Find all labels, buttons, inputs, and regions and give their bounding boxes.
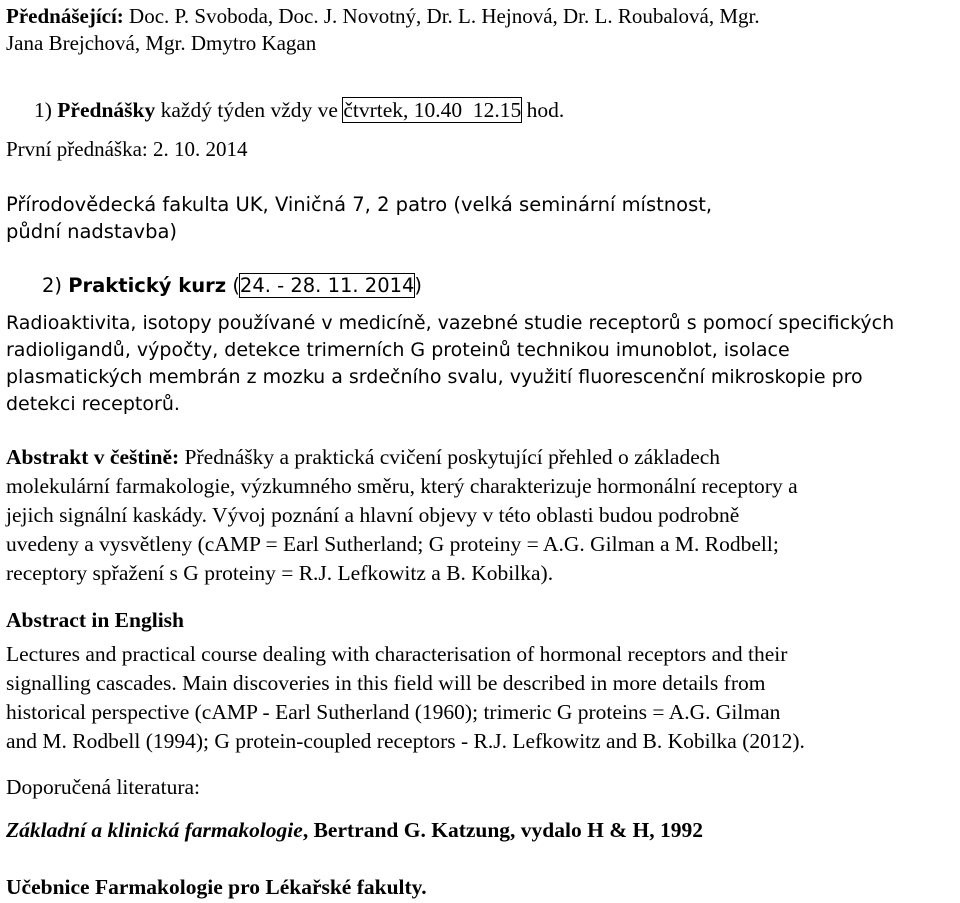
book-1-title: Základní a klinická farmakologie — [6, 818, 303, 842]
course-heading — [42, 274, 422, 297]
abstract-cz-line: uvedeny a vysvětleny (cAMP = Earl Sutherland; G proteiny = A.G. Gilman a M. Rodbell; — [6, 532, 779, 556]
literature-book-2: Učebnice Farmakologie pro Lékařské fakulty. — [6, 875, 427, 899]
abstract-en-line: Lectures and practical course dealing with characterisation of hormonal receptors and their — [6, 642, 788, 666]
course-paren-open: ( — [232, 274, 240, 297]
literature-book-1 — [6, 818, 703, 843]
course-number: 2) — [42, 274, 63, 297]
lecturers-label: Přednášející: — [6, 4, 124, 28]
course-title: Praktický kurz — [68, 274, 227, 297]
abstract-cz-heading: Abstrakt v češtině: — [6, 445, 180, 469]
lectures-schedule-prefix: každý týden vždy ve — [160, 98, 338, 122]
literature-heading: Doporučená literatura: — [6, 775, 201, 799]
lectures-title: Přednášky — [57, 98, 156, 122]
abstract-cz-line: molekulární farmakologie, výzkumného směru, který charakterizuje hormonální receptory a — [6, 474, 798, 498]
lecturers-names-1: Doc. P. Svoboda, Doc. J. Novotný, Dr. L. Hejnová, Dr. L. Roubalová, Mgr. — [129, 4, 760, 28]
book-1-details: , Bertrand G. Katzung, vydalo H & H, 1992 — [302, 818, 703, 842]
course-desc-line: detekci receptorů. — [6, 393, 180, 415]
course-dates: 24. - 28. 11. 2014 — [239, 274, 415, 297]
lecturers-line-1 — [6, 4, 760, 29]
lectures-number: 1) — [34, 98, 52, 122]
abstract-cz-line: receptory spřažení s G proteiny = R.J. Lefkowitz a B. Kobilka). — [6, 561, 554, 585]
first-lecture: První přednáška: 2. 10. 2014 — [6, 137, 248, 161]
lecturers-line-2 — [6, 31, 316, 56]
abstract-en-heading: Abstract in English — [6, 608, 185, 632]
location-line-1: Přírodovědecká fakulta UK, Viničná 7, 2 patro (velká seminární místnost, — [6, 193, 713, 216]
abstract-cz-text: Přednášky a praktická cvičení poskytující přehled o základech — [184, 445, 721, 469]
abstract-en-line: signalling cascades. Main discoveries in this field will be described in more details from — [6, 671, 766, 695]
course-desc-line: Radioaktivita, isotopy používané v medicíně, vazebné studie receptorů s pomocí specifických — [6, 312, 895, 334]
course-desc-line: radioligandů, výpočty, detekce trimerních G proteinů technikou imunoblot, isolace — [6, 339, 790, 361]
abstract-cz-line: jejich signální kaskády. Vývoj poznání a hlavní objevy v této oblasti budou podrobně — [6, 503, 740, 527]
abstract-cz-line-1 — [6, 445, 720, 470]
abstract-en-line: and M. Rodbell (1994); G protein-coupled receptors - R.J. Lefkowitz and B. Kobilka (2012). — [6, 729, 805, 753]
lecturers-names-2: Jana Brejchová, Mgr. Dmytro Kagan — [6, 31, 317, 55]
lectures-schedule — [34, 98, 564, 123]
course-desc-line: plasmatických membrán z mozku a srdečního svalu, využití fluorescenční mikroskopie pro — [6, 366, 863, 388]
lectures-schedule-suffix: hod. — [526, 98, 565, 122]
lectures-day-time: čtvrtek, 10.40 12.15 — [343, 98, 522, 122]
abstract-en-line: historical perspective (cAMP - Earl Sutherland (1960); trimeric G proteins = A.G. Gilman — [6, 700, 781, 724]
location-line-2: půdní nadstavba) — [6, 220, 178, 243]
course-paren-close: ) — [414, 274, 423, 297]
